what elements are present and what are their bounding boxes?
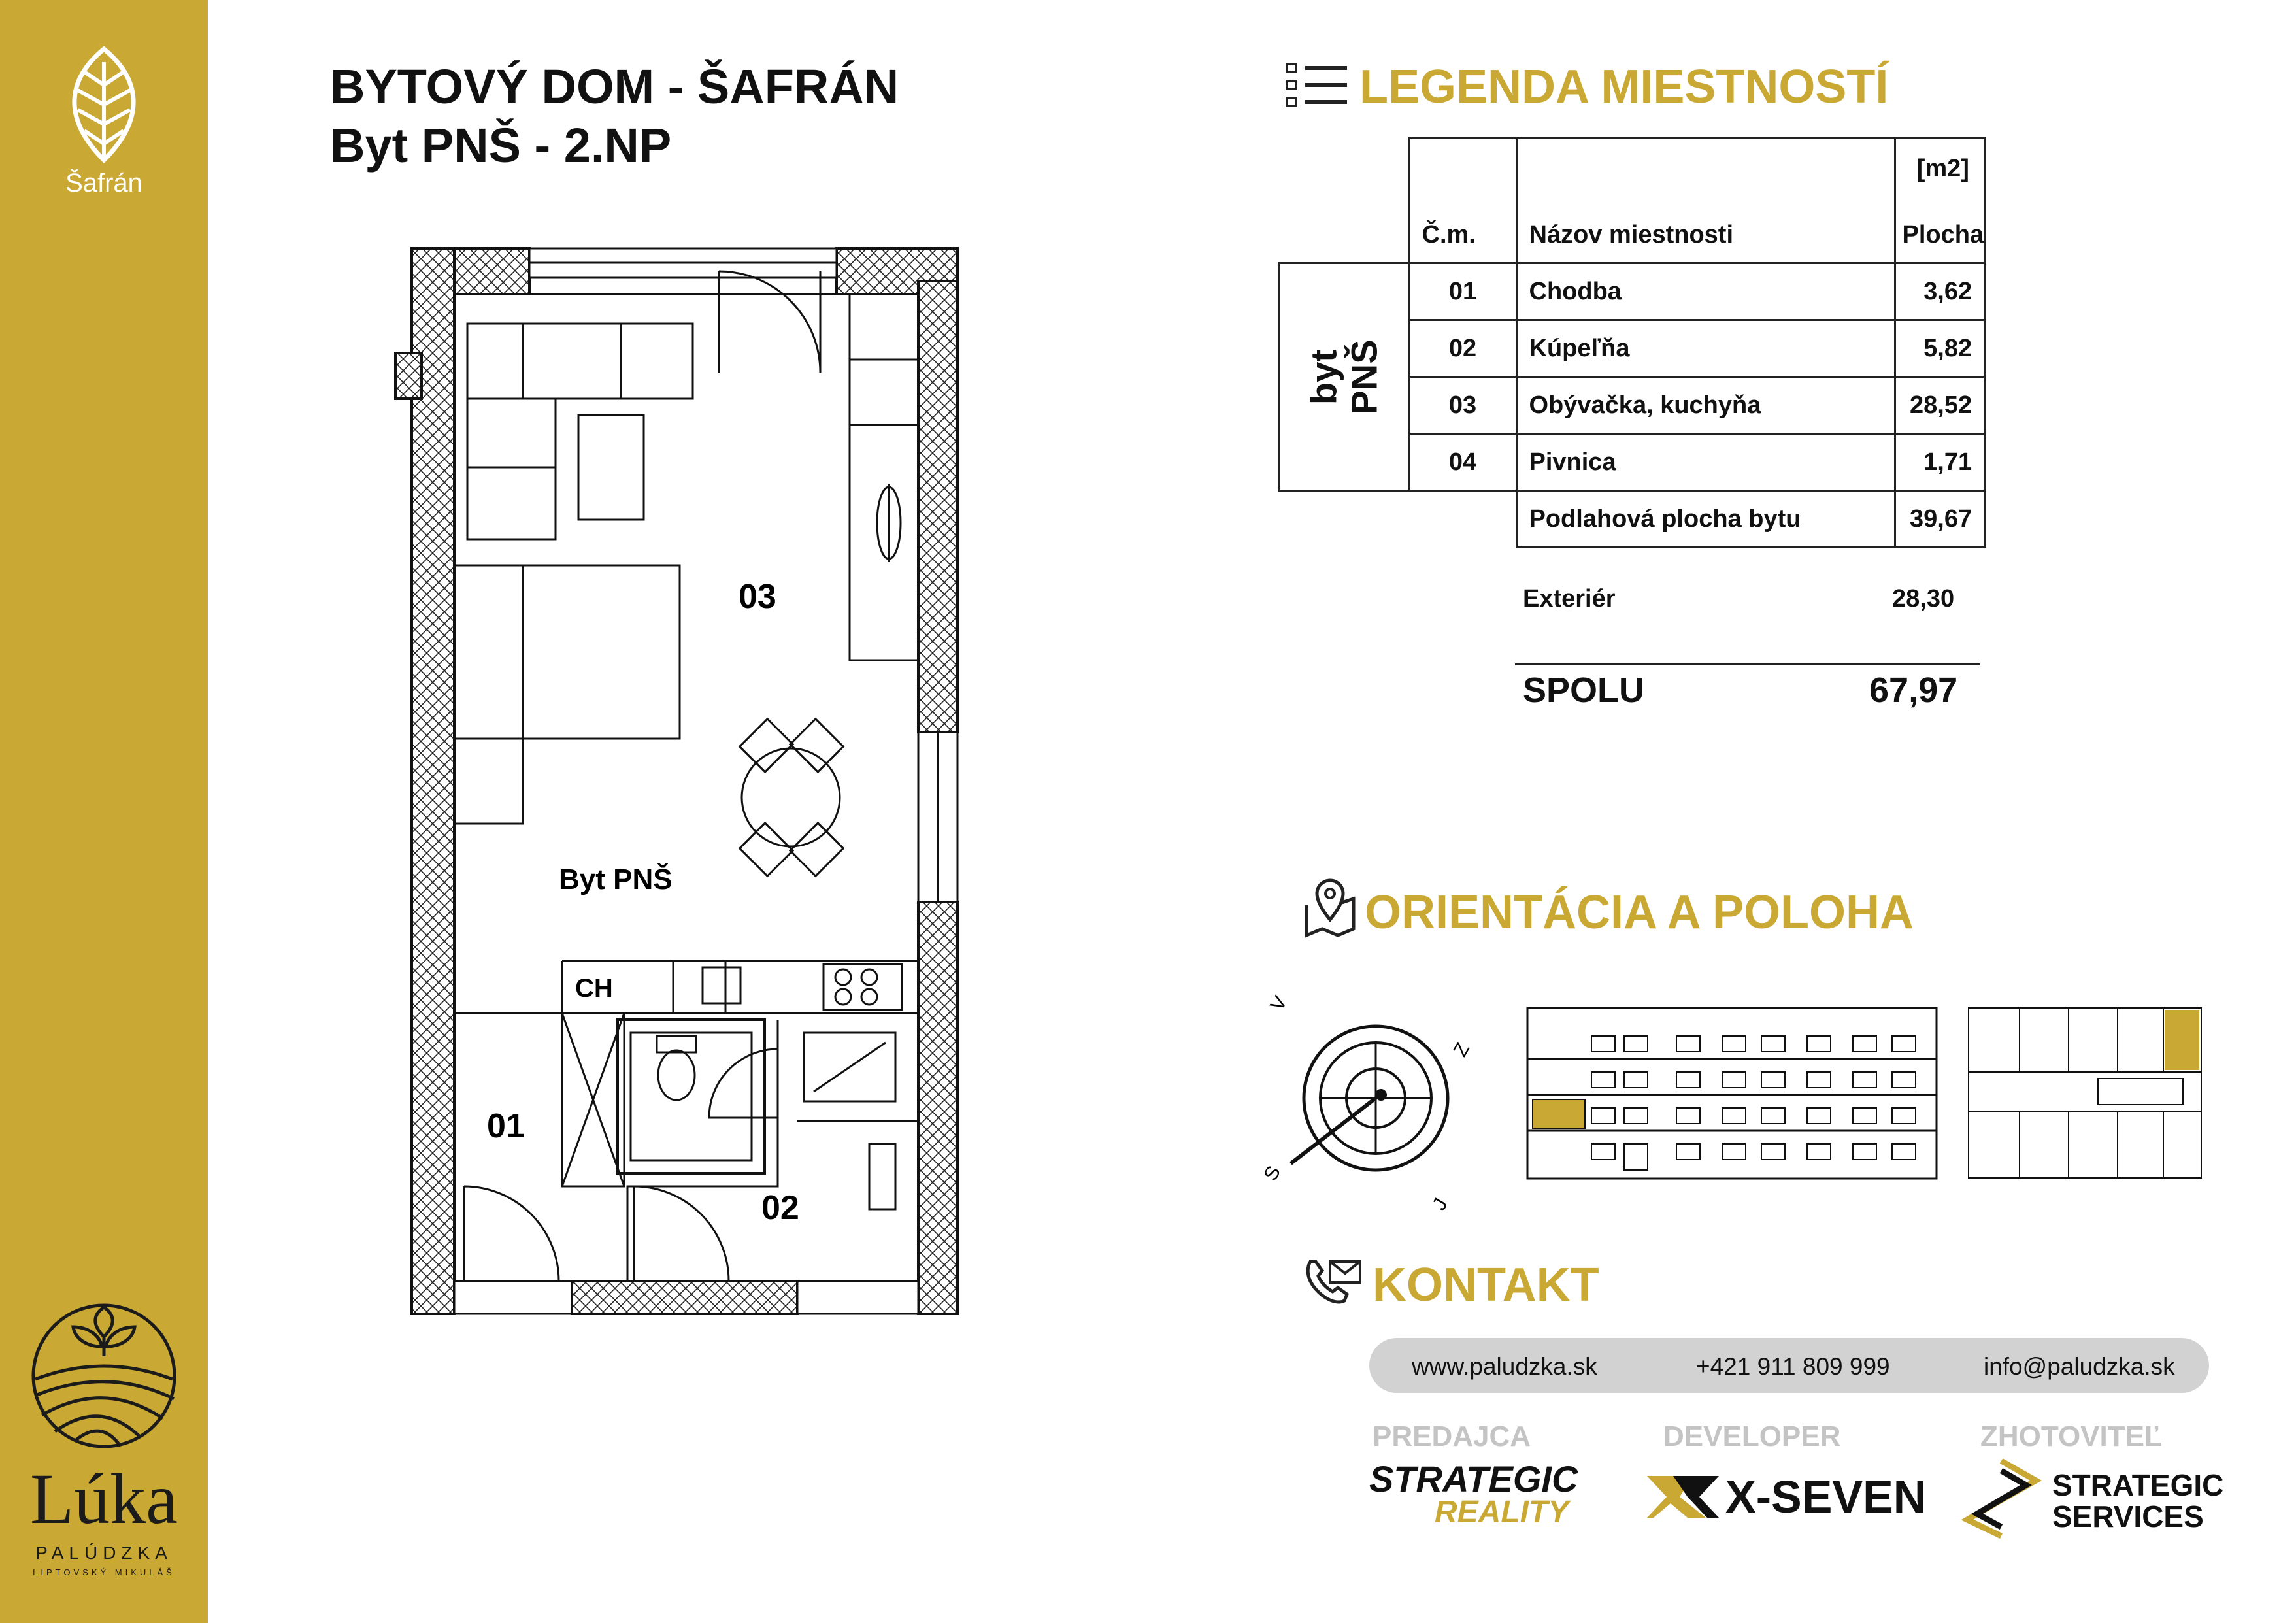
contractor-role: ZHOTOVITEĽ bbox=[1980, 1420, 2162, 1452]
group-label-1: byt bbox=[1303, 349, 1344, 405]
project-name: Lúka bbox=[29, 1459, 178, 1539]
group-label bbox=[1303, 312, 1384, 441]
col-area-header bbox=[1895, 139, 1985, 263]
room-name: Pivnica bbox=[1516, 434, 1895, 491]
room-number: 02 bbox=[1409, 320, 1516, 377]
luka-emblem-icon bbox=[29, 1301, 179, 1451]
room-area: 3,62 bbox=[1895, 263, 1985, 320]
page-subtitle: Byt PNŠ - 2.NP bbox=[330, 118, 672, 173]
sidebar bbox=[0, 0, 208, 1623]
table-row bbox=[1279, 263, 1985, 320]
compass-west: Z bbox=[1449, 1039, 1474, 1061]
total-divider bbox=[1515, 663, 1980, 665]
floor-area-label: Podlahová plocha bytu bbox=[1516, 491, 1895, 548]
seller-logo-line1: STRATEGIC bbox=[1369, 1458, 1578, 1499]
exterior-label: Exteriér bbox=[1523, 585, 1616, 612]
room-number: 04 bbox=[1409, 434, 1516, 491]
page-title: BYTOVÝ DOM - ŠAFRÁN bbox=[330, 59, 899, 114]
area-label: Plocha bbox=[1902, 221, 1984, 248]
floor-area-row bbox=[1279, 491, 1985, 548]
total-value: 67,97 bbox=[1869, 671, 1958, 710]
list-icon bbox=[1284, 60, 1350, 112]
compass-south: J bbox=[1428, 1194, 1452, 1214]
unit-label: [m2] bbox=[1916, 155, 1969, 182]
contractor-logo bbox=[2052, 1469, 2223, 1533]
room-name: Obývačka, kuchyňa bbox=[1516, 377, 1895, 434]
brand-name: Šafrán bbox=[65, 169, 142, 197]
building-elevation bbox=[1526, 1007, 1938, 1180]
room-02-label: 02 bbox=[761, 1189, 799, 1227]
phone-link[interactable]: +421 911 809 999 bbox=[1696, 1353, 1890, 1380]
developer-logo: X-SEVEN bbox=[1725, 1471, 1927, 1522]
website-link[interactable]: www.paludzka.sk bbox=[1412, 1353, 1597, 1380]
strategic-services-mark-icon bbox=[1961, 1458, 2042, 1539]
contact-heading: KONTAKT bbox=[1373, 1259, 1599, 1311]
col-name-header: Názov miestnosti bbox=[1516, 139, 1895, 263]
room-number: 01 bbox=[1409, 263, 1516, 320]
contractor-logo-line1: STRATEGIC bbox=[2052, 1468, 2224, 1502]
total-label: SPOLU bbox=[1523, 671, 1645, 710]
developer-role: DEVELOPER bbox=[1663, 1420, 1841, 1452]
exterior-value: 28,30 bbox=[1892, 585, 1955, 612]
project-location: LIPTOVSKÝ MIKULÁŠ bbox=[33, 1567, 175, 1577]
legend-header-row bbox=[1279, 139, 1985, 263]
room-area: 28,52 bbox=[1895, 377, 1985, 434]
email-link[interactable]: info@paludzka.sk bbox=[1984, 1353, 2175, 1380]
floor-plan bbox=[386, 235, 974, 1347]
seller-logo-line2: REALITY bbox=[1435, 1495, 1569, 1530]
compass-north: S bbox=[1259, 1162, 1286, 1185]
room-legend-table bbox=[1278, 137, 1986, 548]
site-plan bbox=[1967, 1007, 2203, 1180]
compass-east: V bbox=[1266, 992, 1292, 1015]
windows bbox=[454, 248, 957, 1314]
phone-mail-icon bbox=[1304, 1255, 1363, 1307]
seller-role: PREDAJCA bbox=[1373, 1420, 1531, 1452]
exterior-walls bbox=[395, 248, 957, 1314]
project-subtitle: PALÚDZKA bbox=[35, 1543, 173, 1563]
safran-leaf-logo-icon bbox=[55, 46, 153, 163]
col-number-header: Č.m. bbox=[1409, 139, 1516, 263]
room-03-label: 03 bbox=[739, 578, 776, 616]
contractor-logo-line2: SERVICES bbox=[2052, 1499, 2204, 1534]
compass-icon bbox=[1259, 980, 1480, 1216]
legend-heading: LEGENDA MIESTNOSTÍ bbox=[1359, 61, 1889, 113]
group-label-2: PNŠ bbox=[1343, 339, 1385, 415]
room-area: 5,82 bbox=[1895, 320, 1985, 377]
orientation-heading: ORIENTÁCIA A POLOHA bbox=[1365, 886, 1914, 939]
room-area: 1,71 bbox=[1895, 434, 1985, 491]
ch-label: CH bbox=[575, 974, 613, 1003]
map-pin-icon bbox=[1304, 879, 1356, 938]
apartment-label: Byt PNŠ bbox=[559, 863, 673, 895]
room-name: Kúpeľňa bbox=[1516, 320, 1895, 377]
floor-area-value: 39,67 bbox=[1895, 491, 1985, 548]
x-seven-mark-icon bbox=[1647, 1471, 1725, 1523]
group-label-cell bbox=[1279, 263, 1410, 491]
room-01-label: 01 bbox=[487, 1107, 525, 1145]
room-number: 03 bbox=[1409, 377, 1516, 434]
room-name: Chodba bbox=[1516, 263, 1895, 320]
